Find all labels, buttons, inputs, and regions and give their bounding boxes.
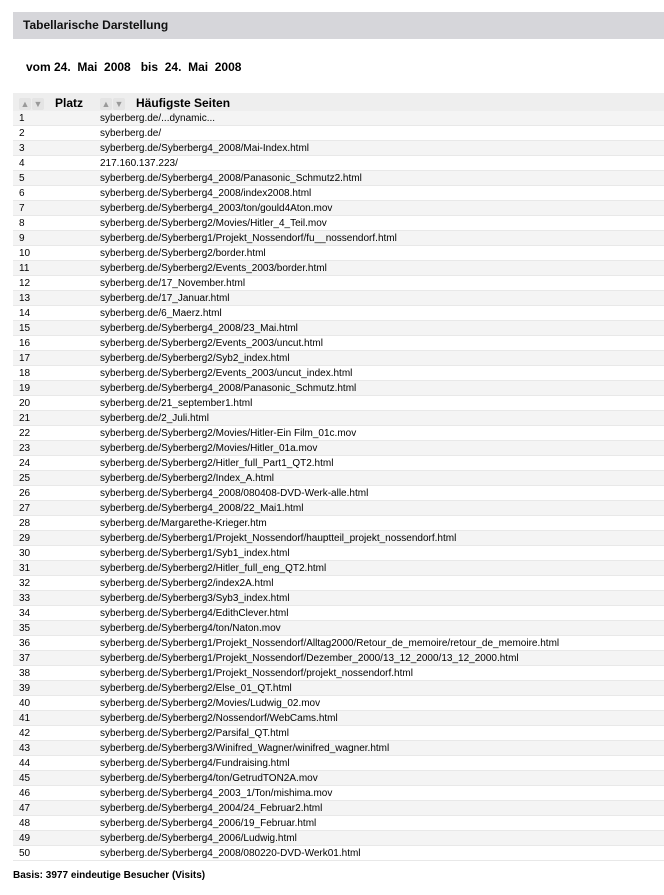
row-rank: 41	[19, 713, 31, 724]
row-page: syberberg.de/Syberberg3/Syb3_index.html	[100, 593, 290, 604]
row-page: syberberg.de/Syberberg4_2006/19_Februar.html	[100, 818, 317, 829]
row-page: syberberg.de/Margarethe-Krieger.htm	[100, 518, 267, 529]
row-rank: 32	[19, 578, 31, 589]
footer-note: Basis: 3977 eindeutige Besucher (Visits)	[13, 870, 206, 881]
row-page: syberberg.de/Syberberg1/Projekt_Nossendorf/Dezember_2000/13_12_2000/13_12_2000.html	[100, 653, 519, 664]
table-row	[13, 771, 664, 786]
row-rank: 50	[19, 848, 31, 859]
row-page: syberberg.de/Syberberg1/Projekt_Nossendorf/projekt_nossendorf.html	[100, 668, 413, 679]
row-rank: 22	[19, 428, 31, 439]
row-rank: 35	[19, 623, 31, 634]
row-rank: 37	[19, 653, 31, 664]
table-row	[13, 441, 664, 456]
table-row	[13, 501, 664, 516]
table-row	[13, 786, 664, 801]
row-rank: 16	[19, 338, 31, 349]
row-page: syberberg.de/Syberberg4/ton/GetrudTON2A.mov	[100, 773, 318, 784]
row-page: syberberg.de/Syberberg1/Projekt_Nossendorf/fu__nossendorf.html	[100, 233, 397, 244]
table-row	[13, 681, 664, 696]
table-row	[13, 366, 664, 381]
row-page: syberberg.de/Syberberg2/Movies/Ludwig_02.mov	[100, 698, 321, 709]
table-row	[13, 156, 664, 171]
date-range: vom 24. Mai 2008 bis 24. Mai 2008	[26, 60, 242, 74]
row-rank: 48	[19, 818, 31, 829]
row-rank: 46	[19, 788, 31, 799]
row-page: syberberg.de/Syberberg2/Events_2003/uncut_index.html	[100, 368, 353, 379]
table-row	[13, 801, 664, 816]
table-row	[13, 546, 664, 561]
panel-title: Tabellarische Darstellung	[13, 12, 664, 39]
table-row	[13, 306, 664, 321]
table-row	[13, 276, 664, 291]
row-rank: 7	[19, 203, 25, 214]
table-row	[13, 456, 664, 471]
row-rank: 38	[19, 668, 31, 679]
table-row	[13, 816, 664, 831]
arrow-down-icon[interactable]: ▼	[114, 99, 124, 109]
table-row	[13, 471, 664, 486]
table-row	[13, 846, 664, 861]
row-page: syberberg.de/Syberberg4_2008/23_Mai.html	[100, 323, 298, 334]
table-body	[13, 111, 664, 861]
row-rank: 39	[19, 683, 31, 694]
row-page: syberberg.de/Syberberg2/Else_01_QT.html	[100, 683, 292, 694]
table-row	[13, 141, 664, 156]
row-rank: 44	[19, 758, 31, 769]
table-row	[13, 606, 664, 621]
arrow-up-icon[interactable]: ▲	[20, 99, 30, 109]
table-row	[13, 666, 664, 681]
row-rank: 30	[19, 548, 31, 559]
table-row	[13, 291, 664, 306]
row-page: syberberg.de/Syberberg4/EdithClever.html	[100, 608, 289, 619]
table-row	[13, 696, 664, 711]
row-rank: 10	[19, 248, 31, 259]
table-row	[13, 381, 664, 396]
table-row	[13, 201, 664, 216]
row-page: syberberg.de/Syberberg1/Syb1_index.html	[100, 548, 290, 559]
row-rank: 33	[19, 593, 31, 604]
row-page: syberberg.de/Syberberg2/Index_A.html	[100, 473, 274, 484]
sort-controls-rank	[19, 96, 45, 108]
row-rank: 28	[19, 518, 31, 529]
row-page: syberberg.de/Syberberg2/Syb2_index.html	[100, 353, 290, 364]
table-row	[13, 516, 664, 531]
row-page: syberberg.de/2_Juli.html	[100, 413, 209, 424]
table-row	[13, 216, 664, 231]
row-rank: 1	[19, 113, 25, 124]
row-page: syberberg.de/Syberberg4_2008/22_Mai1.html	[100, 503, 304, 514]
row-rank: 42	[19, 728, 31, 739]
row-rank: 18	[19, 368, 31, 379]
row-rank: 25	[19, 473, 31, 484]
row-page: syberberg.de/Syberberg2/Movies/Hitler_4_Teil.mov	[100, 218, 327, 229]
table-row	[13, 111, 664, 126]
table-row	[13, 621, 664, 636]
row-page: syberberg.de/Syberberg2/Events_2003/uncut.html	[100, 338, 323, 349]
table-row	[13, 756, 664, 771]
row-rank: 43	[19, 743, 31, 754]
row-rank: 27	[19, 503, 31, 514]
table-row	[13, 741, 664, 756]
table-row	[13, 831, 664, 846]
table-row	[13, 396, 664, 411]
table-row	[13, 576, 664, 591]
row-page: syberberg.de/Syberberg4_2008/Panasonic_Schmutz2.html	[100, 173, 362, 184]
row-rank: 19	[19, 383, 31, 394]
row-rank: 26	[19, 488, 31, 499]
row-page: syberberg.de/Syberberg2/Parsifal_QT.html	[100, 728, 289, 739]
row-page: syberberg.de/21_september1.html	[100, 398, 253, 409]
row-page: syberberg.de/Syberberg4_2003/ton/gould4Aton.mov	[100, 203, 333, 214]
arrow-up-icon[interactable]: ▲	[101, 99, 111, 109]
row-page: 217.160.137.223/	[100, 158, 178, 169]
row-rank: 23	[19, 443, 31, 454]
column-header-page: Häufigste Seiten	[136, 96, 231, 110]
row-page: syberberg.de/Syberberg1/Projekt_Nossendorf/hauptteil_projekt_nossendorf.html	[100, 533, 457, 544]
column-header-rank: Platz	[55, 96, 84, 110]
table-row	[13, 411, 664, 426]
row-rank: 11	[19, 263, 30, 274]
table-row	[13, 351, 664, 366]
row-page: syberberg.de/Syberberg4_2006/Ludwig.html	[100, 833, 297, 844]
row-page: syberberg.de/Syberberg4_2008/080408-DVD-Werk-alle.html	[100, 488, 369, 499]
row-rank: 14	[19, 308, 31, 319]
row-rank: 17	[19, 353, 31, 364]
row-page: syberberg.de/Syberberg1/Projekt_Nossendorf/Alltag2000/Retour_de_memoire/retour_de_memoire.html	[100, 638, 560, 649]
row-rank: 29	[19, 533, 31, 544]
table-row	[13, 486, 664, 501]
table-row	[13, 171, 664, 186]
row-rank: 4	[19, 158, 25, 169]
table-row	[13, 126, 664, 141]
row-page: syberberg.de/6_Maerz.html	[100, 308, 222, 319]
table-row	[13, 186, 664, 201]
table-header	[13, 93, 664, 111]
table-row	[13, 711, 664, 726]
row-rank: 9	[19, 233, 25, 244]
row-rank: 24	[19, 458, 31, 469]
row-page: syberberg.de/Syberberg3/Winifred_Wagner/winifred_wagner.html	[100, 743, 390, 754]
row-page: syberberg.de/	[100, 128, 162, 139]
row-page: syberberg.de/Syberberg4_2004/24_Februar2.html	[100, 803, 323, 814]
row-page: syberberg.de/Syberberg2/Hitler_full_Part1_QT2.html	[100, 458, 334, 469]
row-rank: 45	[19, 773, 31, 784]
table-row	[13, 231, 664, 246]
table-row	[13, 561, 664, 576]
row-page: syberberg.de/Syberberg2/Hitler_full_eng_QT2.html	[100, 563, 327, 574]
row-rank: 34	[19, 608, 31, 619]
row-page: syberberg.de/Syberberg4/Fundraising.html	[100, 758, 290, 769]
row-rank: 6	[19, 188, 25, 199]
row-page: syberberg.de/Syberberg2/Movies/Hitler-Ein Film_01c.mov	[100, 428, 357, 439]
row-page: syberberg.de/Syberberg4_2008/Mai-Index.html	[100, 143, 310, 154]
row-rank: 20	[19, 398, 31, 409]
row-page: syberberg.de/Syberberg2/border.html	[100, 248, 266, 259]
row-page: syberberg.de/Syberberg4_2008/index2008.html	[100, 188, 312, 199]
row-page: syberberg.de/Syberberg4_2008/080220-DVD-Werk01.html	[100, 848, 361, 859]
arrow-down-icon[interactable]: ▼	[33, 99, 43, 109]
table-row	[13, 636, 664, 651]
row-rank: 15	[19, 323, 31, 334]
row-page: syberberg.de/Syberberg4_2008/Panasonic_Schmutz.html	[100, 383, 357, 394]
row-page: syberberg.de/17_Januar.html	[100, 293, 230, 304]
row-rank: 13	[19, 293, 31, 304]
row-rank: 36	[19, 638, 31, 649]
sort-controls-page	[100, 96, 126, 108]
table-row	[13, 591, 664, 606]
row-page: syberberg.de/Syberberg2/Movies/Hitler_01a.mov	[100, 443, 318, 454]
row-page: syberberg.de/17_November.html	[100, 278, 246, 289]
table-row	[13, 651, 664, 666]
table-row	[13, 336, 664, 351]
row-rank: 47	[19, 803, 31, 814]
table-row	[13, 321, 664, 336]
row-rank: 40	[19, 698, 31, 709]
row-rank: 8	[19, 218, 25, 229]
row-rank: 21	[19, 413, 31, 424]
row-rank: 5	[19, 173, 25, 184]
table-row	[13, 531, 664, 546]
row-rank: 49	[19, 833, 31, 844]
table-row	[13, 426, 664, 441]
row-page: syberberg.de/Syberberg4_2003_1/Ton/mishima.mov	[100, 788, 333, 799]
table-row	[13, 246, 664, 261]
row-page: syberberg.de/...dynamic...	[100, 113, 216, 124]
row-page: syberberg.de/Syberberg2/index2A.html	[100, 578, 274, 589]
row-rank: 3	[19, 143, 25, 154]
row-page: syberberg.de/Syberberg2/Events_2003/border.html	[100, 263, 327, 274]
row-rank: 31	[19, 563, 31, 574]
row-page: syberberg.de/Syberberg4/ton/Naton.mov	[100, 623, 281, 634]
table-row	[13, 726, 664, 741]
row-rank: 12	[19, 278, 31, 289]
table-row	[13, 261, 664, 276]
row-page: syberberg.de/Syberberg2/Nossendorf/WebCams.html	[100, 713, 338, 724]
row-rank: 2	[19, 128, 25, 139]
